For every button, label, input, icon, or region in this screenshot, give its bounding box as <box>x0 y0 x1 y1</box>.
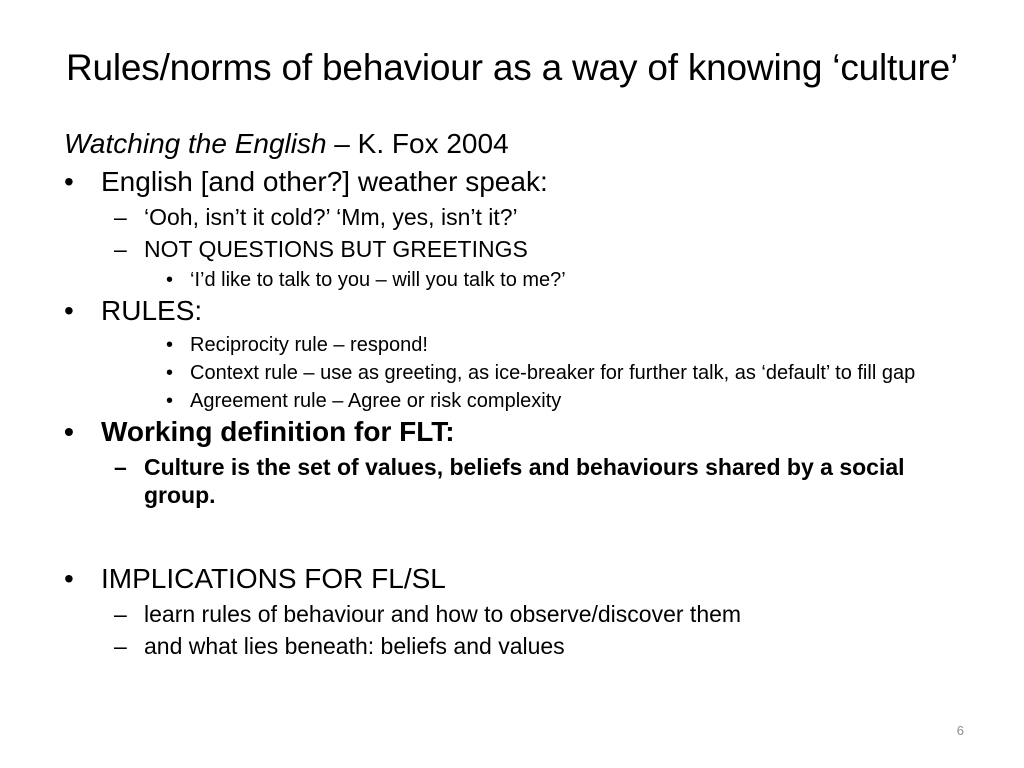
list-item <box>64 269 964 291</box>
list-item-text: Context rule – use as greeting, as ice-breaker for further talk, as ‘default’ to fill gap <box>190 362 916 384</box>
bullet-icon: • <box>166 390 174 412</box>
list-item-text: Working definition for FLT: <box>101 416 455 447</box>
list-item-text: Reciprocity rule – respond! <box>190 334 428 356</box>
list-item-text: IMPLICATIONS FOR FL/SL <box>101 563 446 594</box>
dash-icon: – <box>114 454 127 480</box>
page-number: 6 <box>956 723 964 738</box>
source-citation <box>64 126 964 162</box>
bullet-icon: • <box>64 563 74 594</box>
list-item <box>64 294 964 328</box>
list-item-text: and what lies beneath: beliefs and values <box>144 633 565 659</box>
list-item <box>64 415 964 449</box>
slide-body <box>64 126 964 660</box>
list-item <box>64 235 964 263</box>
list-item-text: Agreement rule – Agree or risk complexity <box>190 390 562 412</box>
list-item-text: ‘I’d like to talk to you – will you talk to me?’ <box>190 269 566 291</box>
list-item-text: ‘Ooh, isn’t it cold?’ ‘Mm, yes, isn’t it?’ <box>144 204 518 230</box>
list-item <box>64 334 964 356</box>
list-item-text: NOT QUESTIONS BUT GREETINGS <box>144 236 528 262</box>
bullet-icon: • <box>166 334 174 356</box>
list-item <box>64 562 964 596</box>
list-item <box>64 203 964 231</box>
dash-icon: – <box>114 236 127 262</box>
bullet-icon: • <box>166 362 174 384</box>
dash-icon: – <box>114 204 127 230</box>
dash-icon: – <box>114 633 127 659</box>
list-item-text: English [and other?] weather speak: <box>101 166 548 197</box>
list-item-text: learn rules of behaviour and how to observe/discover them <box>144 601 742 627</box>
list-item <box>64 632 964 660</box>
list-item <box>64 165 964 199</box>
book-title: Watching the English <box>64 128 327 159</box>
bullet-icon: • <box>64 416 74 447</box>
spacer <box>64 509 964 559</box>
bullet-icon: • <box>64 295 74 326</box>
bullet-icon: • <box>64 166 74 197</box>
slide-title: Rules/norms of behaviour as a way of knowing ‘culture’ <box>65 47 959 88</box>
list-item <box>64 600 964 628</box>
author-year: – K. Fox 2004 <box>326 128 509 159</box>
list-item-text: RULES: <box>101 295 203 326</box>
dash-icon: – <box>114 601 127 627</box>
list-item-text: Culture is the set of values, beliefs and behaviours shared by a social group. <box>144 454 905 508</box>
bullet-icon: • <box>166 269 174 291</box>
list-item <box>64 453 964 509</box>
list-item <box>64 390 964 412</box>
list-item <box>64 362 964 384</box>
